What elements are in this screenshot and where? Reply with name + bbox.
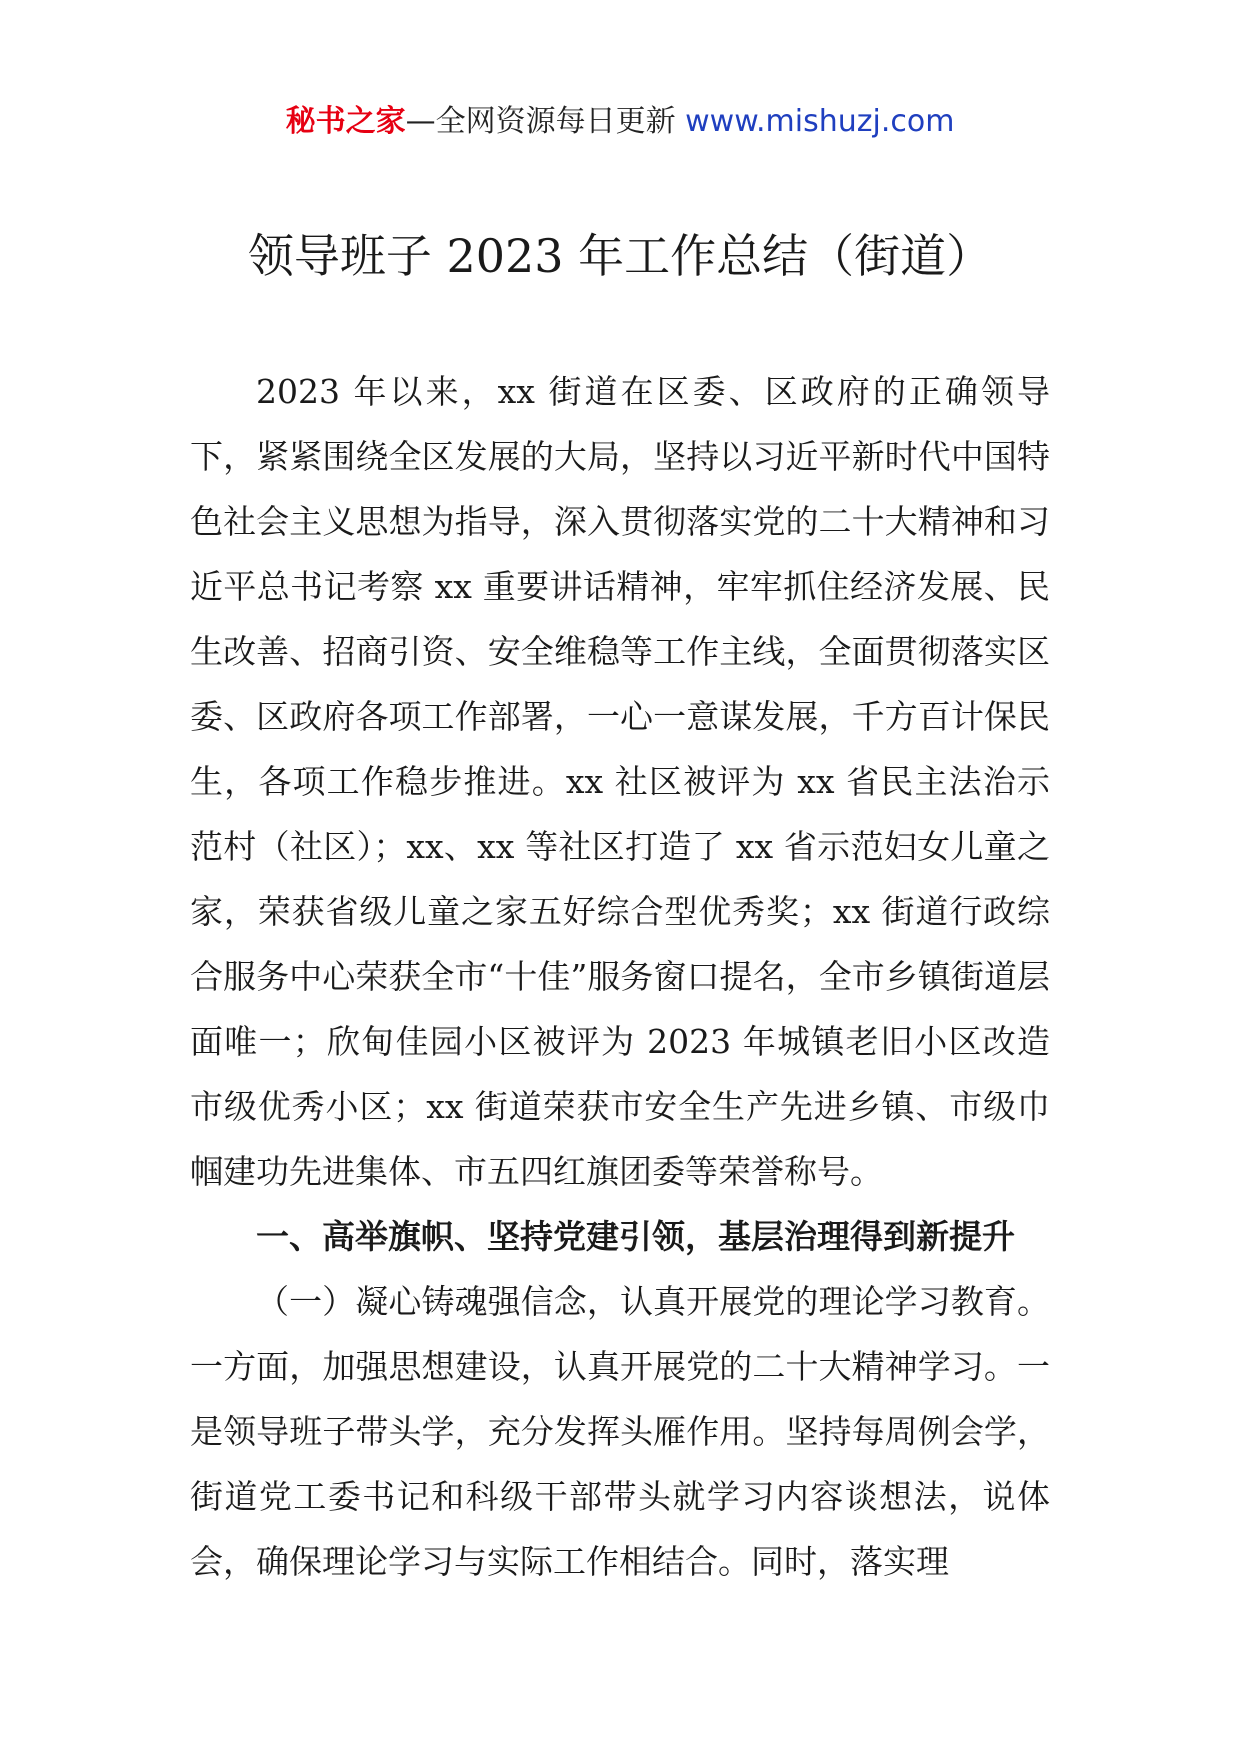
site-header [0, 100, 1240, 144]
subsection-paragraph-1: （一）凝心铸魂强信念，认真开展党的理论学习教育。一方面，加强思想建设，认真开展党的二十大精神学习。一是领导班子带头学，充分发挥头雁作用。坚持每周例会学，街道党工委书记和科级干部带头就学习内容谈想法，说体会，确保理论学习与实际工作相结合。同时，落实理 [190, 1282, 1050, 1581]
brand-name[interactable]: 秘书之家 [285, 104, 406, 139]
site-url-link[interactable]: www.mishuzj.com [685, 104, 955, 139]
document-title: 领导班子 2023 年工作总结（街道） [247, 229, 993, 283]
intro-paragraph: 2023 年以来，xx 街道在区委、区政府的正确领导下，紧紧围绕全区发展的大局，坚持以习近平新时代中国特色社会主义思想为指导，深入贯彻落实党的二十大精神和习近平总书记考察 xx 重要讲话精神，牢牢抓住经济发展、民生改善、招商引资、安全维稳等工作主线，全面贯彻落实区委、区政府各项工作部署，一心一意谋发展，千方百计保民生，各项工作稳步推进。xx 社区被评为 xx 省民主法治示范村（社区）；xx、xx 等社区打造了 xx 省示范妇女儿童之家，荣获省级儿童之家五好综合型优秀奖；xx 街道行政综合服务中心荣获全市“十佳”服务窗口提名，全市乡镇街道层面唯一；欣甸佳园小区被评为 2023 年城镇老旧小区改造市级优秀小区；xx 街道荣获市安全生产先进乡镇、市级巾帼建功先进集体、市五四红旗团委等荣誉称号。 [190, 372, 1050, 1191]
header-tagline: —全网资源每日更新 [405, 104, 676, 139]
document-body [190, 359, 1050, 1594]
section-heading-1: 一、高举旗帜、坚持党建引领，基层治理得到新提升 [256, 1217, 1015, 1256]
